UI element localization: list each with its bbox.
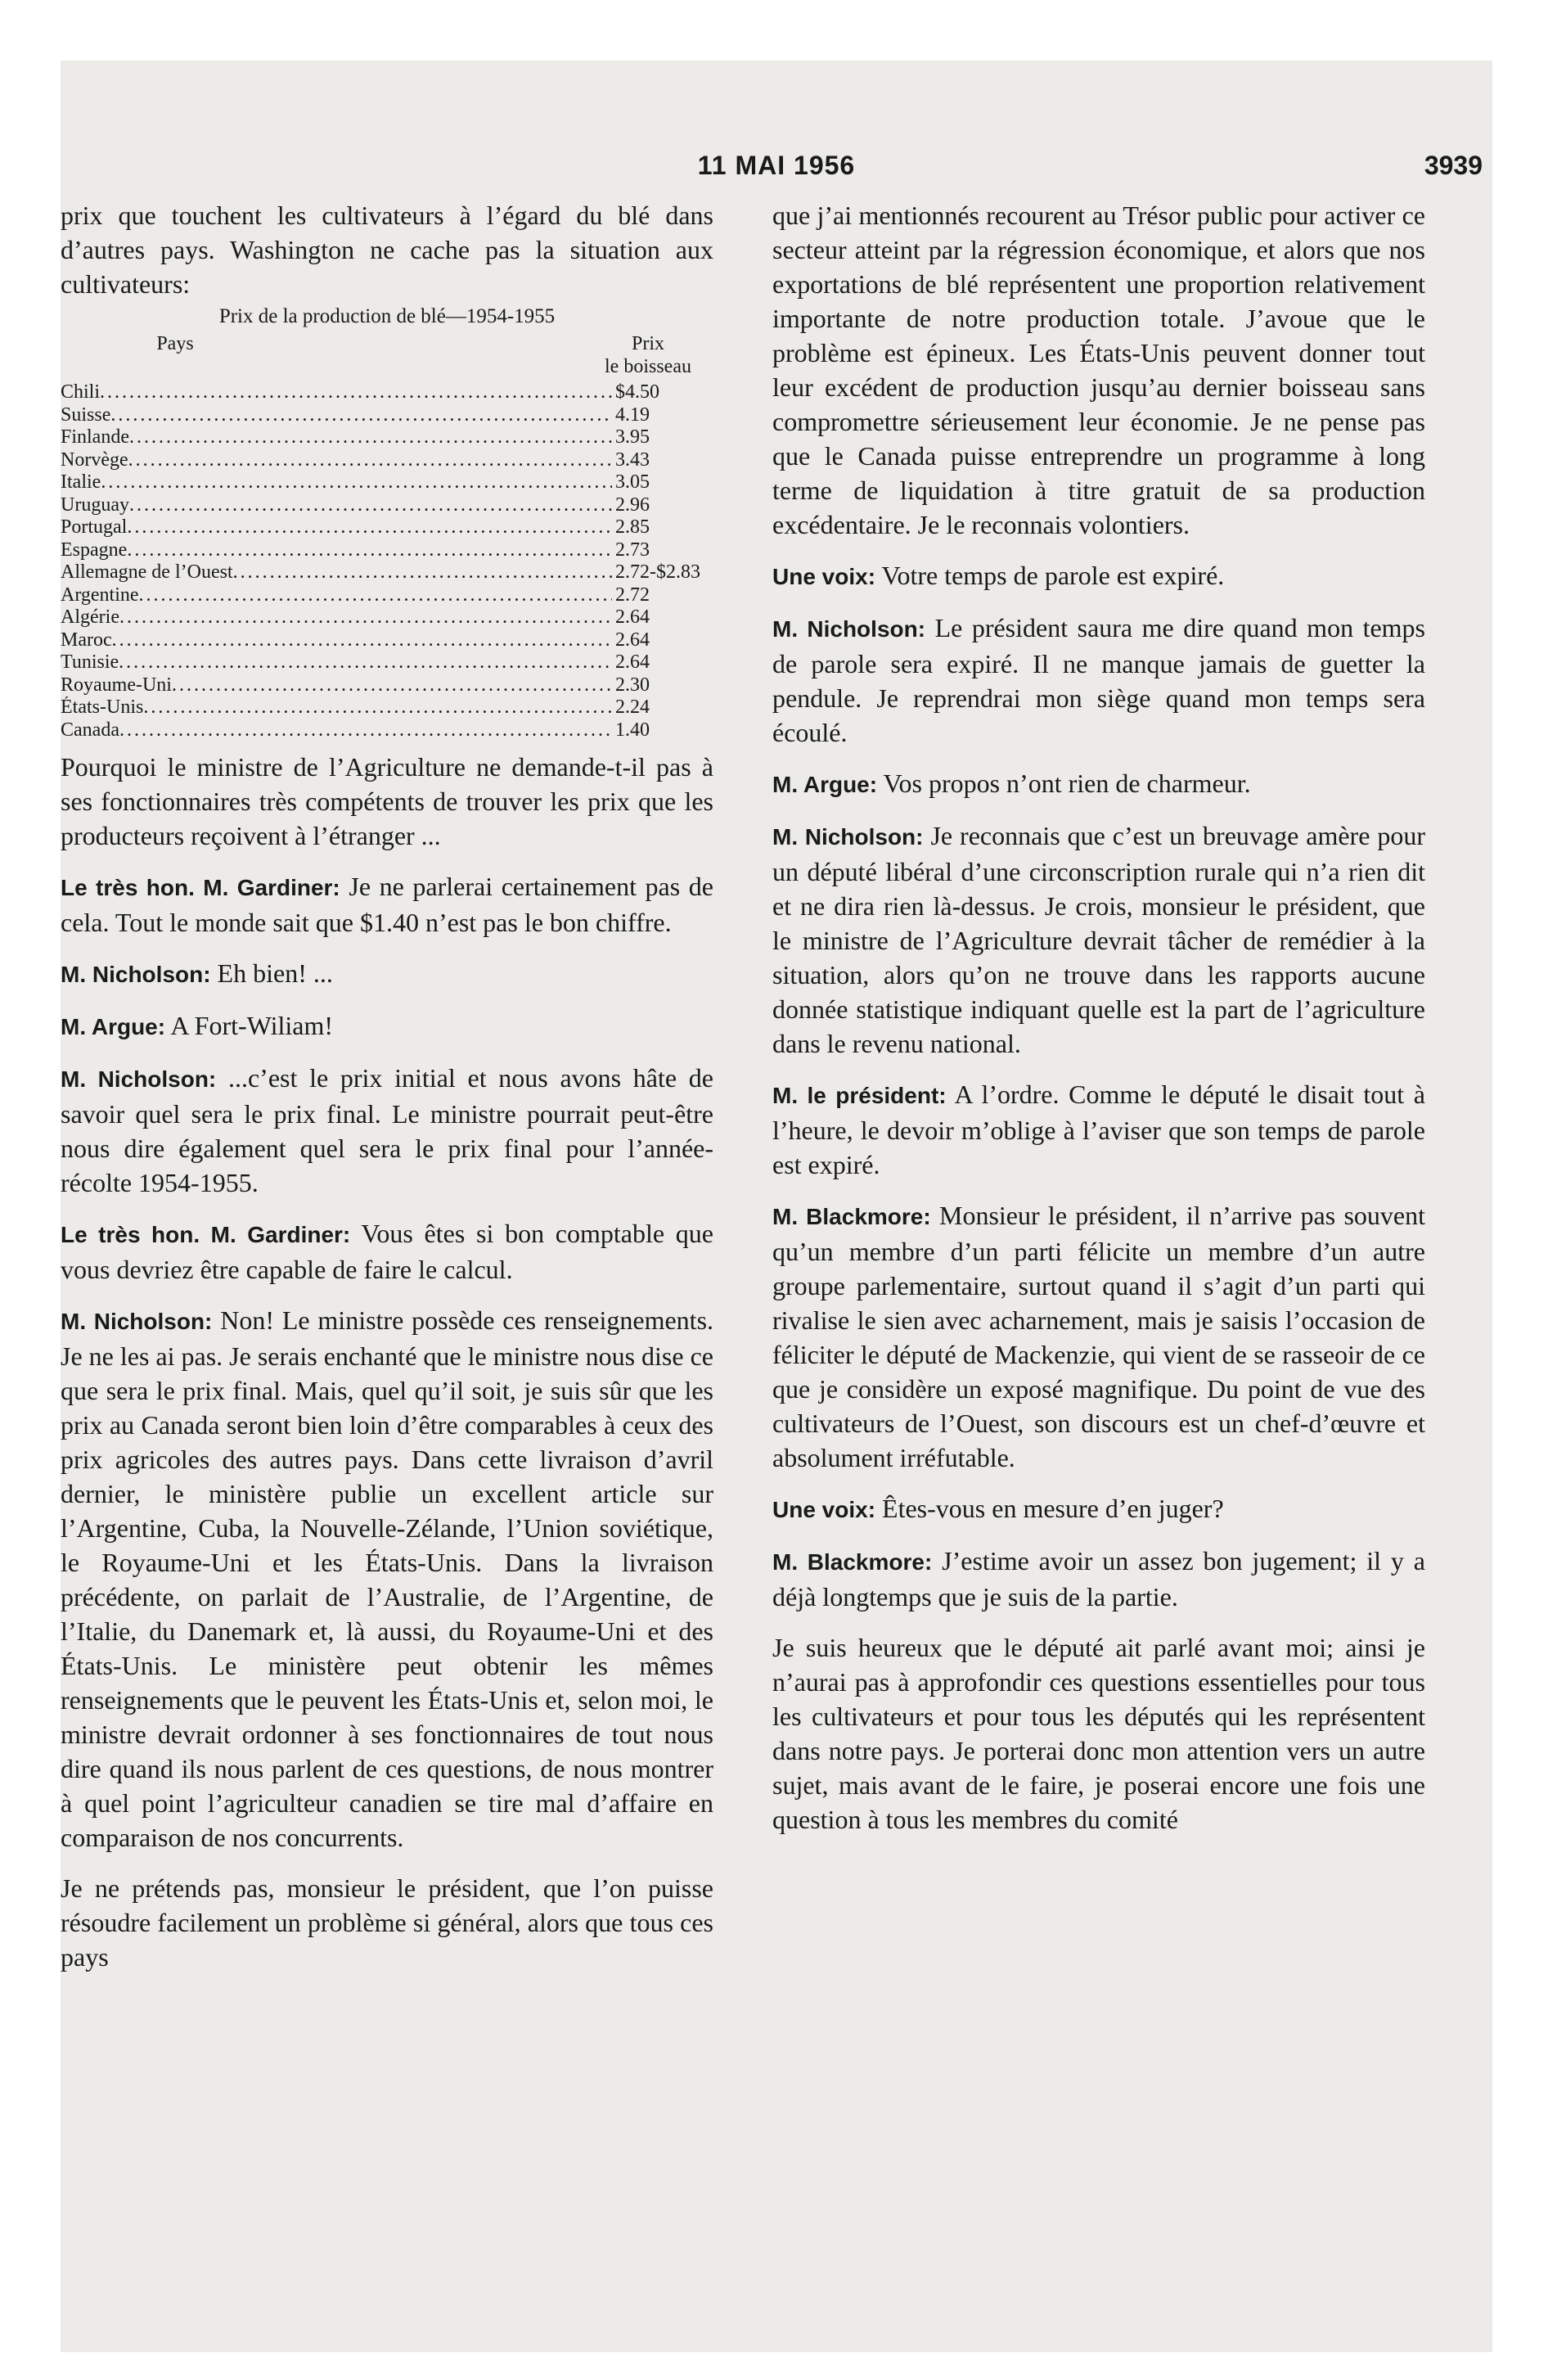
speaker-name: M. Nicholson: [61, 962, 211, 987]
table-row [61, 651, 713, 674]
left-paragraphs [61, 750, 713, 1974]
dot-leader [129, 426, 612, 449]
speaker-name: M. Argue: [772, 772, 878, 797]
text-paragraph [61, 750, 713, 853]
table-row [61, 606, 713, 629]
table-row [61, 516, 713, 539]
table-row [61, 404, 713, 427]
dot-leader [127, 539, 612, 562]
price-cell: 2.85 [615, 516, 650, 538]
country-cell: États-Unis [61, 696, 144, 718]
price-cell: 2.64 [615, 629, 650, 651]
table-row [61, 449, 713, 472]
table-row [61, 426, 713, 449]
dot-leader [112, 629, 612, 652]
table-header [61, 332, 713, 378]
price-cell: 2.64 [615, 606, 650, 628]
price-cell: 2.73 [615, 539, 650, 561]
speech-paragraph [772, 1077, 1425, 1182]
dot-leader [119, 606, 612, 629]
country-cell: Suisse [61, 403, 111, 426]
speech-text: que j’ai mentionnés recourent au Trésor public pour activer ce secteur atteint par la régression économique, et alors que nos exportations de blé représentent une proportion relativement importante de notre production totale. J’avoue que le problème est épineux. Les États-Unis peuvent donner tout leur excédent de production jusqu’au dernier boisseau sans compromettre sérieusement leur économie. Je ne pense pas que le Canada puisse entreprendre un programme à long terme de liquidation à titre gratuit de sa production excédentaire. Je le reconnais volontiers. [772, 201, 1425, 539]
speech-text: Je suis heureux que le député ait parlé avant moi; ainsi je n’aurai pas à approfondir ces questions essentielles pour tous les cultivateurs et pour tous les députés qui les représentent dans notre pays. Je porterai donc mon attention vers un autre sujet, mais avant de le faire, je poserai encore une fois une question à tous les membres du comité [772, 1633, 1425, 1834]
price-cell: 2.30 [615, 674, 650, 696]
table-title: Prix de la production de blé—1954-1955 [218, 305, 556, 327]
country-cell: Canada [61, 719, 119, 741]
speech-text: Je reconnais que c’est un breuvage amère pour un député libéral d’une circonscription rurale qui n’a rien dit et ne dira rien là-dessus. Je crois, monsieur le président, que le ministre de l’Agriculture devrait tâcher de remédier à la situation, alors qu’on ne trouve dans les rapports aucune donnée statistique indiquant quelle est la part de l’agriculture dans le revenu national. [772, 821, 1426, 1058]
dot-leader [129, 494, 612, 517]
speech-paragraph [61, 1061, 713, 1200]
speech-text: ...c’est le prix initial et nous avons hâte de savoir quel sera le prix final. Le ministre pourrait peut-être nous dire également quel sera le prix final pour l’année-récolte 1954-1955. [61, 1063, 714, 1197]
table-row [61, 584, 713, 607]
speech-text: A l’ordre. Comme le député le disait tout à l’heure, le devoir m’oblige à l’aviser que son temps de parole est expiré. [772, 1080, 1426, 1179]
speech-paragraph [61, 869, 713, 940]
speech-text: Le président saura me dire quand mon temps de parole sera expiré. Il ne manque jamais de guetter la pendule. Je reprendrai mon siège quand mon temps sera écoulé. [772, 613, 1426, 747]
speaker-name: M. Nicholson: [61, 1309, 213, 1334]
dot-leader [139, 584, 612, 607]
dot-leader [119, 719, 612, 742]
price-cell: 3.43 [615, 449, 650, 471]
speech-text: Votre temps de parole est expiré. [881, 561, 1225, 590]
table-row [61, 629, 713, 652]
dot-leader [172, 674, 612, 697]
table-row [61, 719, 713, 742]
price-cell: 2.96 [615, 494, 650, 516]
table-row [61, 561, 713, 584]
price-cell: 3.95 [615, 426, 650, 448]
dot-leader [119, 651, 612, 674]
wheat-price-table [61, 303, 713, 741]
price-cell: 1.40 [615, 719, 650, 741]
price-cell: 3.05 [615, 471, 650, 493]
country-cell: Italie [61, 471, 101, 493]
speech-paragraph [61, 1008, 713, 1044]
speech-text: A Fort-Wiliam! [170, 1011, 333, 1040]
country-cell: Allemagne de l’Ouest [61, 561, 233, 583]
text-paragraph [772, 1630, 1425, 1837]
price-cell: 4.19 [615, 403, 650, 426]
speaker-name: M. Nicholson: [772, 616, 926, 642]
dot-leader [127, 516, 612, 539]
table-row [61, 381, 713, 404]
country-cell: Chili [61, 381, 101, 403]
dot-leader [233, 561, 612, 584]
column-header-country: Pays [156, 333, 194, 354]
speaker-name: M. Blackmore: [772, 1549, 933, 1575]
document-page [61, 61, 1492, 2352]
right-paragraphs [772, 198, 1425, 1837]
column-header-price-line: Prix [631, 333, 664, 354]
text-paragraph [61, 1871, 713, 1974]
speaker-name: M. Blackmore: [772, 1204, 931, 1229]
column-header-price [583, 332, 713, 378]
page-header [61, 151, 1492, 192]
speech-text: Êtes-vous en mesure d’en juger? [882, 1494, 1224, 1523]
speech-paragraph [772, 1544, 1425, 1614]
speaker-name: M. Nicholson: [772, 824, 924, 850]
page-number: 3939 [1424, 151, 1483, 180]
table-row [61, 674, 713, 697]
speech-text: Pourquoi le ministre de l’Agriculture ne demande-t-il pas à ses fonctionnaires très compétents de trouver les prix que les producteurs reçoivent à l’étranger ... [61, 752, 713, 850]
price-cell: 2.72 [615, 584, 650, 606]
speech-paragraph [772, 558, 1425, 594]
header-date: 11 MAI 1956 [697, 151, 856, 180]
table-row [61, 539, 713, 562]
left-column [61, 198, 713, 1990]
table-row [61, 696, 713, 719]
speaker-name: Le très hon. M. Gardiner: [61, 875, 340, 900]
speaker-name: Une voix: [772, 1497, 876, 1522]
speech-paragraph [772, 1198, 1425, 1475]
speaker-name: M. le président: [772, 1083, 947, 1108]
country-cell: Norvège [61, 449, 128, 471]
speaker-name: Une voix: [772, 564, 876, 589]
dot-leader [143, 696, 612, 719]
country-cell: Royaume-Uni [61, 674, 172, 696]
price-cell: 2.72-$2.83 [615, 561, 700, 583]
speaker-name: M. Argue: [61, 1014, 166, 1039]
speech-paragraph [772, 611, 1425, 750]
speaker-name: Le très hon. M. Gardiner: [61, 1222, 351, 1247]
country-cell: Portugal [61, 516, 128, 538]
speech-text: Je ne parlerai certainement pas de cela. Tout le monde sait que $1.40 n’est pas le bon chiffre. [61, 872, 714, 937]
dot-leader [101, 471, 612, 494]
speech-text: Vous êtes si bon comptable que vous devriez être capable de faire le calcul. [61, 1219, 713, 1284]
dot-leader [100, 381, 612, 404]
column-header-price-line: le boisseau [605, 356, 691, 377]
dot-leader [110, 404, 612, 427]
speaker-name: M. Nicholson: [61, 1066, 217, 1092]
price-cell: 2.64 [615, 651, 650, 673]
speech-text: Je ne prétends pas, monsieur le président, que l’on puisse résoudre facilement un problème si général, alors que tous ces pays [61, 1873, 713, 1972]
speech-paragraph [772, 766, 1425, 802]
country-cell: Algérie [61, 606, 119, 628]
price-cell: 2.24 [615, 696, 650, 718]
speech-text: Monsieur le président, il n’arrive pas souvent qu’un membre d’un parti félicite un membre d’un autre groupe parlementaire, surtout quand il s’agit d’un parti qui rivalise le sien avec acharnement, mais je saisis l’occasion de féliciter le député de Mackenzie, qui vient de se rasseoir de ce que je considère un exposé magnifique. Du point de vue des cultivateurs de l’Ouest, son discours est un chef-d’œuvre et absolument irréfutable. [772, 1201, 1426, 1472]
speech-text: Non! Le ministre possède ces renseignements. Je ne les ai pas. Je serais enchanté que le ministre nous dise ce que sera le prix final. Mais, quel qu’il soit, je suis sûr que les prix au Canada seront bien loin d’être comparables à ceux des prix agricoles des autres pays. Dans cette livraison d’avril dernier, le ministère publie un excellent article sur l’Argentine, Cuba, la Nouvelle-Zélande, l’Union soviétique, le Royaume-Uni et les États-Unis. Dans la livraison précédente, on parlait de l’Australie, de l’Argentine, de l’Italie, du Danemark et, là aussi, du Royaume-Uni et des États-Unis. Le ministère peut obtenir les mêmes renseignements que le peuvent les États-Unis et, selon moi, le ministre devrait ordonner à ses fonctionnaires de tout nous dire quand ils nous parlent de ces questions, de nous montrer à quel point l’agriculteur canadien se tire mal d’affaire en comparaison de nos concurrents. [61, 1305, 714, 1852]
right-column [772, 198, 1425, 1853]
dot-leader [128, 449, 612, 472]
table-row [61, 494, 713, 517]
intro-paragraph: prix que touchent les cultivateurs à l’égard du blé dans d’autres pays. Washington ne cache pas la situation aux cultivateurs: [61, 201, 713, 299]
table-row [61, 471, 713, 494]
price-cell: $4.50 [615, 381, 659, 403]
country-cell: Maroc [61, 629, 112, 651]
country-cell: Tunisie [61, 651, 119, 673]
country-cell: Uruguay [61, 494, 129, 516]
table-rows [61, 381, 713, 741]
speech-text: Vos propos n’ont rien de charmeur. [883, 769, 1251, 798]
country-cell: Finlande [61, 426, 129, 448]
country-cell: Espagne [61, 539, 128, 561]
speech-paragraph [772, 818, 1425, 1061]
speech-text: Eh bien! ... [217, 958, 333, 988]
text-paragraph [772, 198, 1425, 542]
country-cell: Argentine [61, 584, 139, 606]
speech-paragraph [61, 1303, 713, 1855]
speech-text: J’estime avoir un assez bon jugement; il y a déjà longtemps que je suis de la partie. [772, 1546, 1426, 1611]
speech-paragraph [772, 1491, 1425, 1527]
speech-paragraph [61, 956, 713, 992]
speech-paragraph [61, 1216, 713, 1287]
